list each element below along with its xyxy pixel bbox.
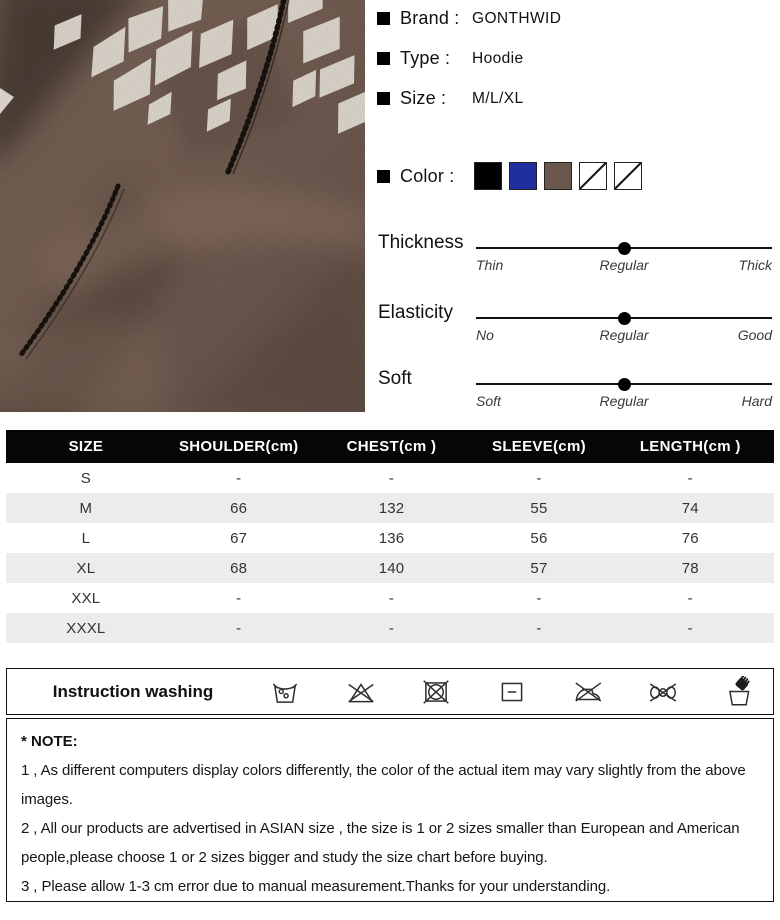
column-header: CHEST(cm ) — [346, 438, 437, 455]
tick-label: Hard — [741, 393, 772, 409]
note-item: 1 , As different computers display colors differently, the color of the actual item may vary slightly from the above images. — [21, 762, 746, 808]
brand-label: Brand : — [400, 8, 460, 28]
cell-sleeve: - — [536, 589, 542, 607]
type-value: Hoodie — [472, 49, 524, 67]
thickness-slider — [375, 230, 780, 290]
note-item: 3 , Please allow 1-3 cm error due to manual measurement.Thanks for your understanding. — [21, 878, 611, 895]
cell-sleeve: 57 — [530, 559, 548, 577]
cell-chest: 132 — [378, 499, 405, 517]
tick-label: Thick — [738, 257, 772, 273]
type-label: Type : — [400, 48, 451, 68]
table-row — [6, 463, 774, 493]
cell-length: 74 — [681, 499, 699, 517]
cell-shoulder: 68 — [230, 559, 248, 577]
tick-label: Thin — [476, 257, 504, 273]
square-bullet-icon — [377, 170, 390, 183]
column-header: LENGTH(cm ) — [639, 438, 741, 455]
cell-size: XXXL — [66, 619, 106, 637]
column-header: SLEEVE(cm) — [492, 438, 586, 455]
cell-chest: 140 — [378, 559, 405, 577]
cell-size: S — [80, 469, 91, 487]
note-title: * NOTE: — [21, 733, 78, 750]
cell-shoulder: 67 — [230, 529, 248, 547]
column-header: SIZE — [68, 438, 104, 455]
slider-dot — [618, 312, 631, 325]
cell-sleeve: 56 — [530, 529, 548, 547]
cell-length: - — [687, 619, 693, 637]
cell-length: 76 — [681, 529, 699, 547]
table-header-row — [6, 430, 774, 463]
do-not-tumble-dry-icon — [420, 676, 452, 708]
slider-dot — [618, 378, 631, 391]
do-not-bleach-icon — [345, 676, 377, 708]
tick-label: Regular — [599, 327, 649, 343]
cell-size: M — [79, 499, 93, 517]
tick-label: Good — [737, 327, 772, 343]
color-swatches — [474, 162, 642, 190]
cell-shoulder: 66 — [230, 499, 248, 517]
dry-flat-icon — [496, 676, 528, 708]
hand-wash-icon — [723, 676, 755, 708]
slider-track — [476, 310, 772, 350]
square-bullet-icon — [377, 12, 390, 25]
tick-label: Soft — [476, 393, 501, 409]
slider-track — [476, 376, 772, 416]
size-row — [375, 88, 524, 109]
fabric-art — [0, 0, 365, 412]
cell-size: XL — [76, 559, 96, 577]
washing-instructions-box — [6, 668, 774, 715]
do-not-iron-icon — [572, 676, 604, 708]
slider-track — [476, 240, 772, 280]
cell-length: - — [687, 589, 693, 607]
cell-size: XXL — [71, 589, 101, 607]
cell-chest: - — [388, 619, 395, 637]
table-row — [6, 583, 774, 613]
color-row — [375, 162, 642, 190]
column-header: SHOULDER(cm) — [178, 438, 299, 455]
type-row — [375, 48, 524, 69]
table-row — [6, 493, 774, 523]
size-value: M/L/XL — [472, 89, 524, 107]
tick-label: Regular — [599, 393, 649, 409]
slider-label: Thickness — [378, 232, 464, 253]
cell-length: - — [687, 469, 693, 487]
note-box — [6, 718, 774, 902]
washing-title: Instruction washing — [52, 681, 214, 701]
cell-chest: - — [388, 469, 395, 487]
color-label: Color : — [400, 165, 455, 186]
tick-label: No — [476, 327, 494, 343]
cell-sleeve: 55 — [530, 499, 548, 517]
cell-shoulder: - — [236, 619, 242, 637]
wash-gentle-icon — [269, 676, 301, 708]
color-swatch — [579, 162, 607, 190]
brand-row — [375, 8, 561, 29]
elasticity-slider — [375, 300, 780, 360]
brand-value: GONTHWID — [472, 9, 562, 27]
cell-sleeve: - — [536, 619, 542, 637]
product-specs — [375, 0, 780, 420]
color-swatch — [474, 162, 502, 190]
cell-shoulder: - — [236, 469, 242, 487]
table-row — [6, 613, 774, 643]
size-chart-table — [6, 430, 774, 643]
color-swatch — [614, 162, 642, 190]
washing-icons — [259, 676, 773, 708]
square-bullet-icon — [377, 92, 390, 105]
table-row — [6, 523, 774, 553]
color-swatch — [544, 162, 572, 190]
product-photo — [0, 0, 365, 412]
cell-shoulder: - — [236, 589, 242, 607]
tick-label: Regular — [599, 257, 649, 273]
cell-size: L — [81, 529, 91, 547]
soft-slider — [375, 366, 780, 426]
slider-label: Elasticity — [378, 302, 453, 323]
table-row — [6, 553, 774, 583]
cell-length: 78 — [681, 559, 699, 577]
size-label: Size : — [400, 88, 447, 108]
cell-sleeve: - — [536, 469, 542, 487]
do-not-wring-icon — [647, 676, 679, 708]
slider-label: Soft — [378, 368, 412, 389]
slider-dot — [618, 242, 631, 255]
cell-chest: 136 — [378, 529, 405, 547]
square-bullet-icon — [377, 52, 390, 65]
cell-chest: - — [388, 589, 395, 607]
color-swatch — [509, 162, 537, 190]
note-item: 2 , All our products are advertised in ASIAN size , the size is 1 or 2 sizes smaller than European and American people,please choose 1 or 2 sizes bigger and study the size chart before buying. — [21, 820, 740, 866]
